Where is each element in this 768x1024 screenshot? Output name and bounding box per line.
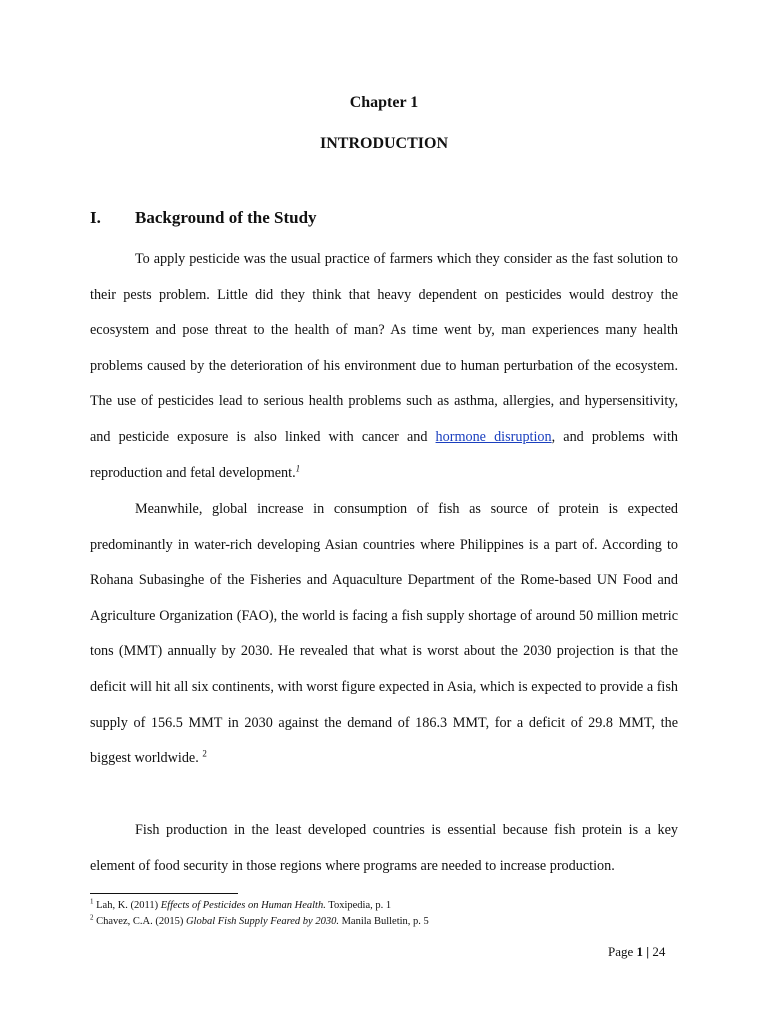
footnote-1-author: Lah, K. (2011) [93,900,161,911]
footnote-2-source: Manila Bulletin, p. 5 [338,916,429,927]
paragraph-2 [90,492,678,777]
paragraph-1 [90,242,678,491]
paragraph-1-text [90,242,678,491]
footnote-2-mark: 2 [90,913,94,922]
footnote-ref-1: 1 [295,462,301,473]
footnote-ref-2: 2 [202,748,207,759]
page-footer [608,944,665,960]
footnote-1-title: Effects of Pesticides on Human Health. [160,900,326,911]
footnote-2 [90,914,690,930]
chapter-heading: Chapter 1 [349,94,419,111]
page-label: Page [608,944,637,959]
paragraph-1-text-b: , and problems with reproduction and fetal development. [90,428,678,481]
section-heading [90,208,690,228]
chapter-title: INTRODUCTION [319,135,448,152]
paragraph-2-text [90,492,678,777]
footnote-divider [90,893,238,894]
hormone-disruption-link[interactable]: hormone disruption [435,428,552,445]
paragraph-2-text-main: Meanwhile, global increase in consumption of fish as source of protein is expected predominantly in water-rich developing Asian countries where Philippines is a part of. According to Rohana Subasinghe of the Fisheries and Aquaculture Department of the Rome-based UN Food and Agriculture Organization (FAO), the world is facing a fish supply shortage of around 50 million metric tons (MMT) annually by 2030. He revealed that what is worst about the 2030 projection is that the deficit will hit all six continents, with worst figure expected in Asia, which is expected to provide a fish supply of 156.5 MMT in 2030 against the demand of 186.3 MMT, for a deficit of 29.8 MMT, the biggest worldwide. [90,501,678,767]
footnote-1-mark: 1 [90,897,94,906]
paragraph-1-text-a: To apply pesticide was the usual practice of farmers which they consider as the fast solution to their pests problem. Little did they think that heavy dependent on pesticides would destroy the ecosystem and pose threat to the health of man? As time went by, man experiences many health problems caused by the deterioration of his environment due to human perturbation of the ecosystem. The use of pesticides lead to serious health problems such as asthma, allergies, and hypersensitivity, and pesticide exposure is also linked with cancer and [90,251,678,445]
section-number: I. [90,208,101,227]
page-total: 24 [652,944,666,959]
footnote-2-author: Chavez, C.A. (2015) [93,916,186,927]
footnote-1 [90,898,690,914]
footnotes [90,898,690,930]
paragraph-3 [90,813,678,884]
page-separator: | [643,944,653,959]
section-title: Background of the Study [135,208,317,227]
page-number: 1 [636,944,644,959]
footnote-1-source: Toxipedia, p. 1 [325,900,392,911]
footnote-2-title: Global Fish Supply Feared by 2030. [185,916,339,927]
paragraph-3-text: Fish production in the least developed countries is essential because fish protein is a key element of food security in those regions where programs are needed to increase production. [90,822,678,874]
